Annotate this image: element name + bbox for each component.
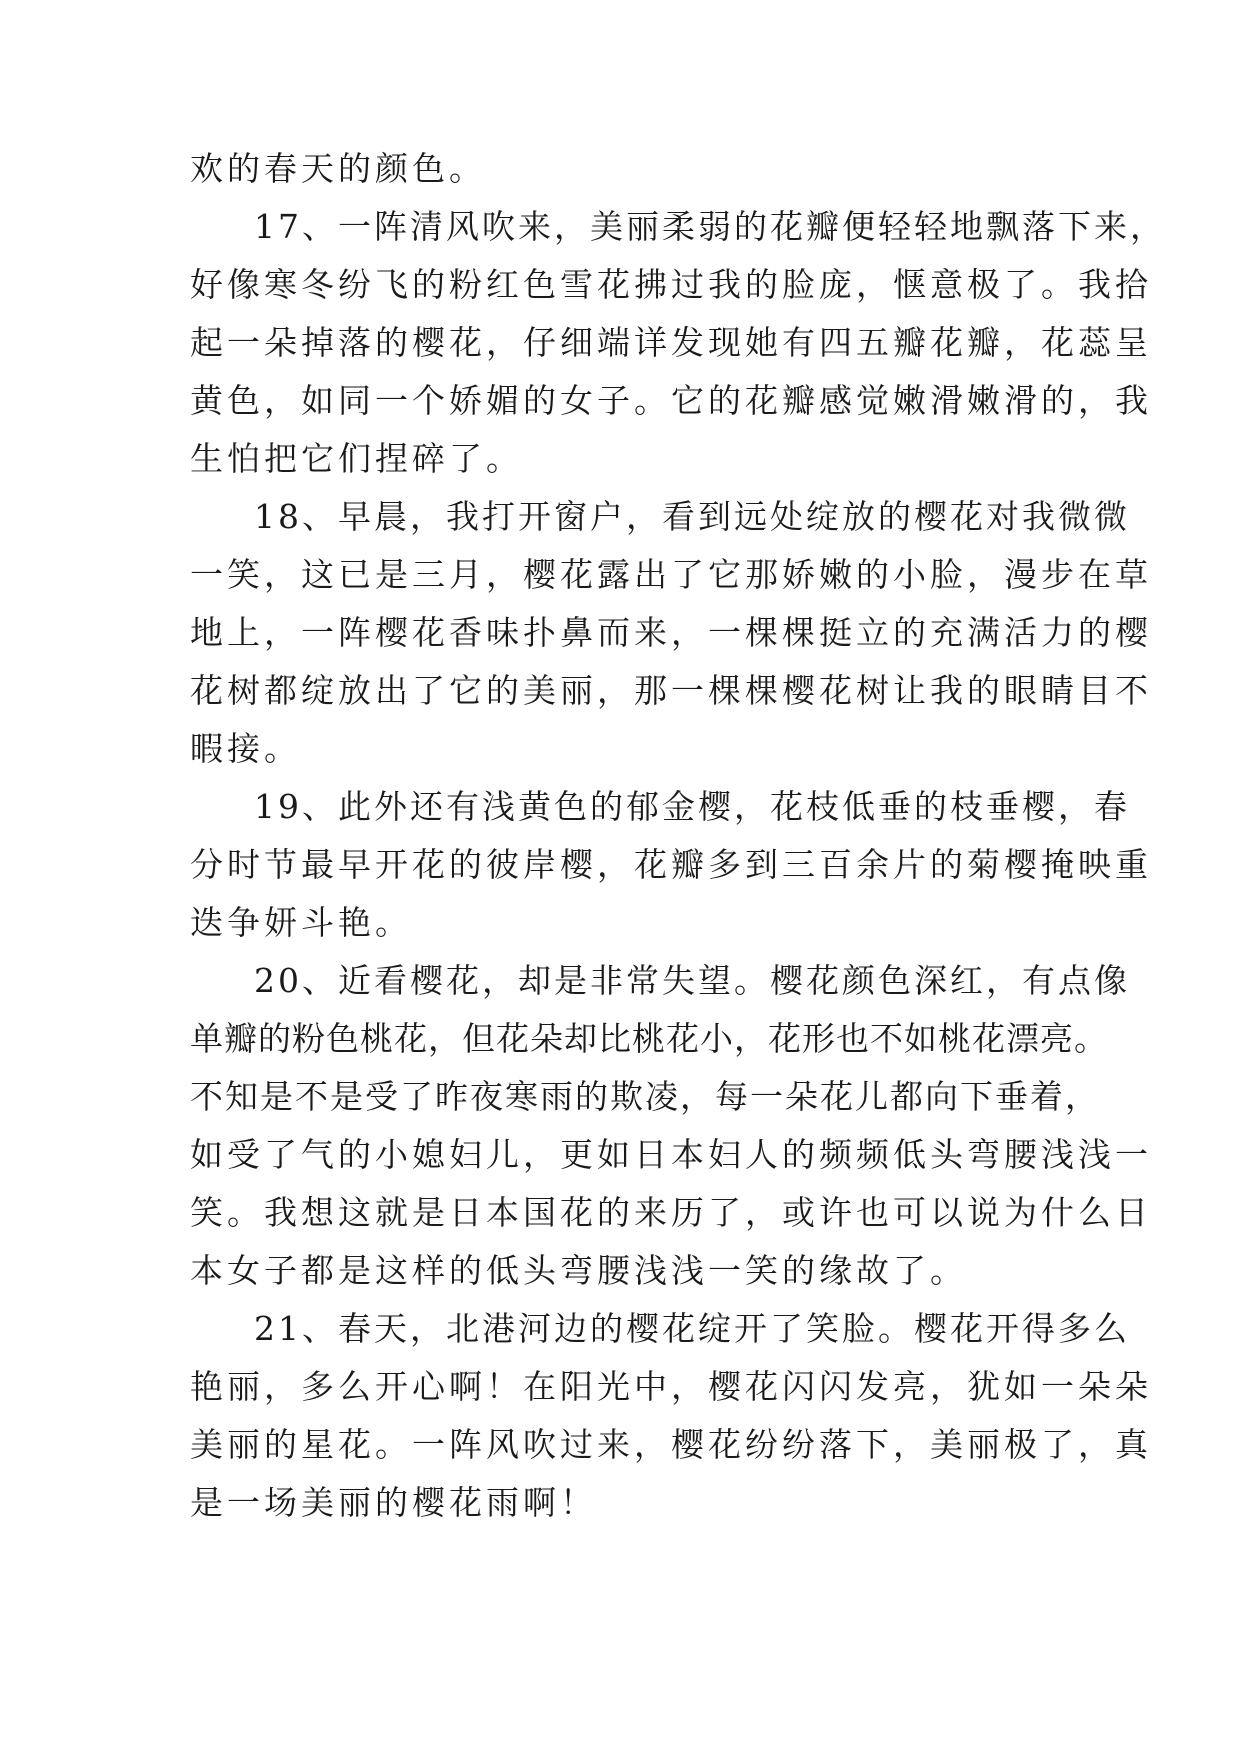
text-line: 花树都绽放出了它的美丽，那一棵棵樱花树让我的眼睛目不 — [190, 671, 1152, 710]
text-line: 迭争妍斗艳。 — [190, 903, 412, 942]
text-line: 不知是不是受了昨夜寒雨的欺凌，每一朵花儿都向下垂着， — [190, 1077, 1100, 1116]
text-line: 如受了气的小媳妇儿，更如日本妇人的频频低头弯腰浅浅一 — [190, 1135, 1152, 1174]
text-line: 单瓣的粉色桃花，但花朵却比桃花小，花形也不如桃花漂亮。 — [190, 1019, 1108, 1058]
text-line: 生怕把它们捏碎了。 — [190, 439, 523, 478]
text-line: 黄色，如同一个娇媚的女子。它的花瓣感觉嫩滑嫩滑的，我 — [190, 381, 1152, 420]
text-line: 欢的春天的颜色。 — [190, 149, 486, 188]
text-line: 好像寒冬纷飞的粉红色雪花拂过我的脸庞，惬意极了。我拾 — [190, 265, 1152, 304]
text-line: 笑。我想这就是日本国花的来历了，或许也可以说为什么日 — [190, 1193, 1152, 1232]
text-line: 一笑，这已是三月，樱花露出了它那娇嫩的小脸，漫步在草 — [190, 555, 1152, 594]
text-line: 暇接。 — [190, 729, 301, 768]
paragraph-17-line: 17、一阵清风吹来，美丽柔弱的花瓣便轻轻地飘落下来， — [254, 207, 1166, 246]
paragraph-21-line: 21、春天，北港河边的樱花绽开了笑脸。樱花开得多么 — [254, 1309, 1130, 1348]
text-line: 起一朵掉落的樱花，仔细端详发现她有四五瓣花瓣，花蕊呈 — [190, 323, 1152, 362]
paragraph-20-line: 20、近看樱花，却是非常失望。樱花颜色深红，有点像 — [254, 961, 1130, 1000]
text-line: 美丽的星花。一阵风吹过来，樱花纷纷落下，美丽极了，真 — [190, 1425, 1152, 1464]
text-line: 艳丽，多么开心啊！在阳光中，樱花闪闪发亮，犹如一朵朵 — [190, 1367, 1152, 1406]
paragraph-18-line: 18、早晨，我打开窗户，看到远处绽放的樱花对我微微 — [254, 497, 1130, 536]
text-line: 本女子都是这样的低头弯腰浅浅一笑的缘故了。 — [190, 1251, 967, 1290]
text-line: 分时节最早开花的彼岸樱，花瓣多到三百余片的菊樱掩映重 — [190, 845, 1152, 884]
text-line: 地上，一阵樱花香味扑鼻而来，一棵棵挺立的充满活力的樱 — [190, 613, 1152, 652]
paragraph-19-line: 19、此外还有浅黄色的郁金樱，花枝低垂的枝垂樱，春 — [254, 787, 1130, 826]
text-line: 是一场美丽的樱花雨啊！ — [190, 1483, 597, 1522]
